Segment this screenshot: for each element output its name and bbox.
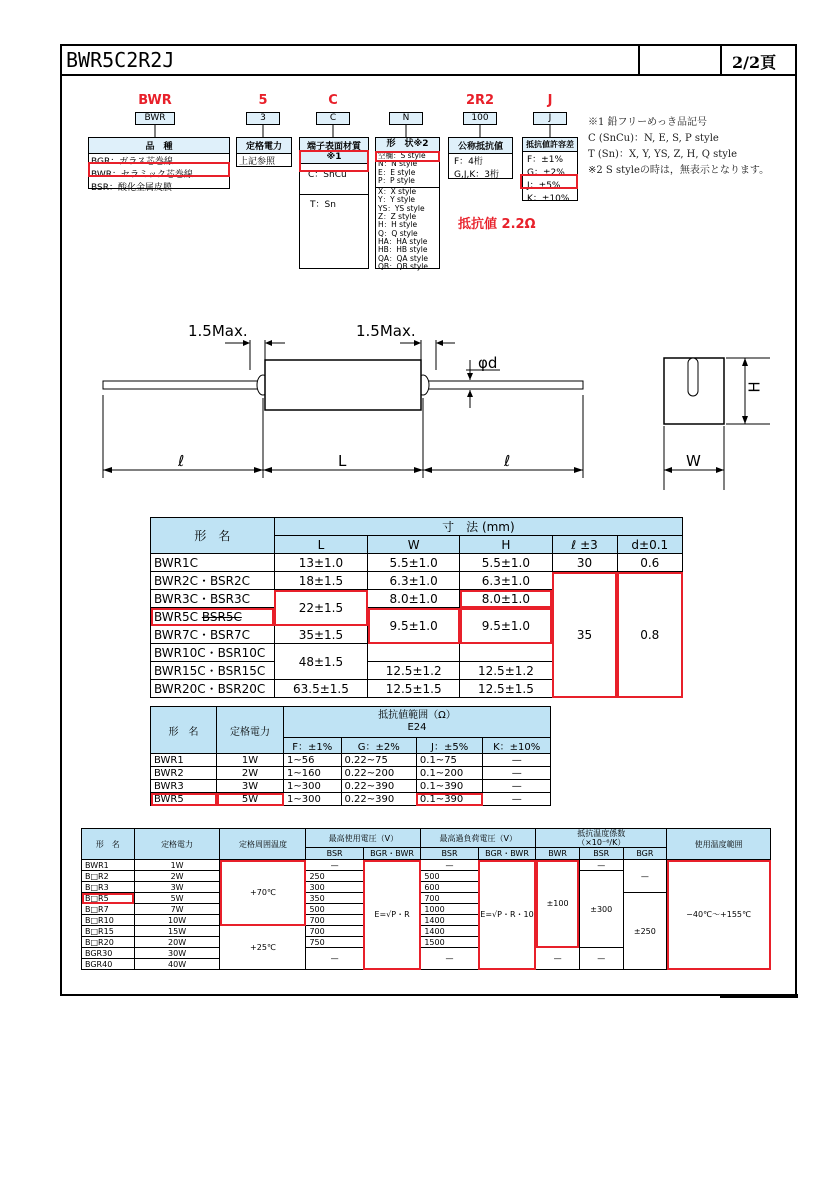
dim-ell-left: ℓ	[178, 452, 185, 470]
cell: 1400	[421, 926, 478, 937]
range-h-power: 定格電力	[217, 707, 284, 754]
code-box-shape: N	[389, 112, 423, 125]
cell: BWR2	[151, 767, 217, 780]
dims-col: W	[368, 536, 460, 554]
cell: 300	[306, 882, 363, 893]
dims-col: ℓ ±3	[552, 536, 617, 554]
rating-sub: BGR	[623, 848, 667, 860]
cell: 63.5±1.5	[274, 680, 367, 698]
rating-sub: BGR・BWR	[478, 848, 536, 860]
cell: 1500	[421, 937, 478, 948]
group-tolerance	[522, 137, 578, 204]
resistor-drawing	[0, 310, 835, 500]
shape-line: X：X style	[378, 187, 417, 197]
cell: 1W	[134, 860, 220, 871]
range-col: G：±2%	[341, 738, 416, 754]
tolerance-line: G：±2%	[527, 168, 565, 178]
cell: 9.5±1.0	[460, 608, 552, 644]
shape-line: HA：HA style	[378, 236, 428, 246]
cell: 12.5±1.2	[460, 662, 552, 680]
type-line: BGR：ガラス芯巻線	[91, 157, 173, 167]
cell: BWR1	[151, 754, 217, 767]
cell: 35±1.5	[274, 626, 367, 644]
dims-h-dims: 寸 法 (mm)	[274, 518, 682, 536]
cell: 0.1~390	[416, 780, 482, 793]
cell: E=√P・R・10	[478, 860, 536, 970]
dim-right-max: 1.5Max.	[356, 322, 416, 340]
table-row	[151, 767, 551, 780]
cell: B□R5	[82, 893, 135, 904]
cell: BWR1C	[151, 554, 275, 572]
tolerance-line: F：±1%	[527, 155, 563, 165]
cell: —	[483, 780, 551, 793]
table-row	[151, 780, 551, 793]
cell: BWR1	[82, 860, 135, 871]
cell: 3W	[217, 780, 284, 793]
group-power-head: 定格電力	[237, 138, 291, 154]
cell: 0.22~390	[341, 780, 416, 793]
code-red-resistance: 2R2	[465, 93, 495, 108]
highlight-snCu	[299, 150, 369, 172]
range-col: K：±10%	[483, 738, 551, 754]
cell: 12.5±1.5	[368, 680, 460, 698]
rating-h: 抵抗温度係数 （×10⁻⁶/K）	[536, 829, 667, 848]
cell: 20W	[134, 937, 220, 948]
rating-sub: BGR・BWR	[363, 848, 421, 860]
cell: 15W	[134, 926, 220, 937]
cell: —	[306, 860, 363, 871]
cell: E=√P・R	[363, 860, 421, 970]
cell: 1000	[421, 904, 478, 915]
shape-line: N：N style	[378, 159, 418, 169]
rating-sub: BSR	[579, 848, 623, 860]
resistance-line: G,J,K：3桁	[454, 170, 499, 180]
range-h-range	[284, 707, 551, 738]
cell: 600	[421, 882, 478, 893]
note-2: C (SnCu)：N, E, S, P style	[588, 133, 719, 144]
rating-sub: BSR	[421, 848, 478, 860]
shape-line: H：H style	[378, 220, 418, 230]
dims-h-name: 形 名	[151, 518, 275, 554]
group-tolerance-head: 抵抗値許容差	[523, 138, 577, 152]
cell: BWR7C・BSR7C	[151, 626, 275, 644]
table-row	[151, 554, 683, 572]
cell: 22±1.5	[274, 590, 367, 626]
rating-sub: BWR	[536, 848, 580, 860]
rating-h: 最高過負荷電圧（V）	[421, 829, 536, 848]
dims-col: H	[460, 536, 552, 554]
cell: BGR30	[82, 948, 135, 959]
cell: 700	[421, 893, 478, 904]
cell: 0.8	[617, 572, 682, 698]
cell: 1~160	[284, 767, 342, 780]
cell: 0.1~200	[416, 767, 482, 780]
range-col: F：±1%	[284, 738, 342, 754]
code-connectors	[0, 0, 835, 150]
cell: B□R15	[82, 926, 135, 937]
range-h-text: 抵抗値範囲（Ω）	[378, 710, 456, 721]
shape-line: Z：Z style	[378, 212, 417, 222]
cell: B□R10	[82, 915, 135, 926]
cell: 5W	[217, 793, 284, 806]
cell: B□R2	[82, 871, 135, 882]
cell: 40W	[134, 959, 220, 970]
cell: 35	[552, 572, 617, 698]
code-red-tolerance: J	[547, 93, 553, 108]
cell: 5W	[134, 893, 220, 904]
cell: 500	[421, 871, 478, 882]
doc-title: BWR5C2R2J	[66, 48, 175, 72]
range-table	[150, 706, 551, 806]
dim-W: W	[686, 452, 701, 470]
cell: ±250	[623, 893, 667, 970]
cell: 0.1~390	[416, 793, 482, 806]
cell: BWR10C・BSR10C	[151, 644, 275, 662]
shape-line: 空欄：S style	[378, 151, 426, 160]
group-terminal-head: 端子表面材質※1	[300, 138, 368, 164]
cell: 1W	[217, 754, 284, 767]
cell: 12.5±1.5	[460, 680, 552, 698]
cell	[460, 644, 552, 662]
cell: —	[421, 860, 478, 871]
cell: —	[623, 860, 667, 893]
cell: 500	[306, 904, 363, 915]
type-line: BWR：セラミック芯巻線	[91, 170, 193, 180]
cell: B□R7	[82, 904, 135, 915]
table-row	[151, 793, 551, 806]
cell: 48±1.5	[274, 644, 367, 680]
tolerance-line: K：±10%	[527, 194, 570, 204]
resistance-note: 抵抗値 2.2Ω	[458, 217, 536, 232]
dim-ell-right: ℓ	[504, 452, 511, 470]
dims-col: L	[274, 536, 367, 554]
dim-H: H	[745, 381, 764, 393]
range-h-e24: E24	[407, 722, 427, 733]
cell: —	[536, 948, 580, 970]
code-box-resistance: 100	[463, 112, 497, 125]
cell: 1~300	[284, 780, 342, 793]
table-row	[82, 860, 771, 871]
cell: 250	[306, 871, 363, 882]
range-col: J：±5%	[416, 738, 482, 754]
code-red-type: BWR	[138, 93, 172, 108]
dim-L: L	[338, 452, 347, 470]
page-number: 2/2頁	[732, 53, 777, 72]
shape-line: QB：QB style	[378, 261, 428, 271]
group-resistance-head: 公称抵抗値	[449, 138, 512, 154]
cell: 13±1.0	[274, 554, 367, 572]
code-red-power: 5	[258, 93, 268, 108]
highlight-s-style	[375, 151, 440, 162]
shape-line: QA：QA style	[378, 253, 428, 263]
rating-h: 最高使用電圧（V）	[306, 829, 421, 848]
highlight-bwr	[88, 162, 230, 177]
rating-sub: BSR	[306, 848, 363, 860]
cell: 0.22~390	[341, 793, 416, 806]
tolerance-line: J：±5%	[527, 181, 561, 191]
cell: +70℃	[220, 860, 306, 926]
cell: 0.22~75	[341, 754, 416, 767]
shape-line: YS：YS style	[378, 203, 425, 213]
terminal-line: C：SnCu	[308, 170, 347, 180]
footer-rule	[720, 994, 798, 998]
row-name: BWR5C	[154, 609, 199, 624]
code-box-power: 3	[246, 112, 280, 125]
cell: 18±1.5	[274, 572, 367, 590]
code-box-tolerance: J	[533, 112, 567, 125]
cell: 0.22~200	[341, 767, 416, 780]
cell: BWR20C・BSR20C	[151, 680, 275, 698]
cell: 0.6	[617, 554, 682, 572]
cell: 9.5±1.0	[368, 608, 460, 644]
cell: BWR15C・BSR15C	[151, 662, 275, 680]
cell: 10W	[134, 915, 220, 926]
rating-h: 使用温度範囲	[667, 829, 771, 860]
cell: 30	[552, 554, 617, 572]
cell: ±100	[536, 860, 580, 948]
cell: 750	[306, 937, 363, 948]
cell: BWR5	[151, 793, 217, 806]
cell: 12.5±1.2	[368, 662, 460, 680]
cell: —	[421, 948, 478, 970]
cell: 5.5±1.0	[368, 554, 460, 572]
shape-line: HB：HB style	[378, 245, 428, 255]
cell: BWR2C・BSR2C	[151, 572, 275, 590]
cell	[368, 644, 460, 662]
dim-phid: φd	[478, 354, 498, 372]
cell: 1~300	[284, 793, 342, 806]
note-3: T (Sn)：X, Y, YS, Z, H, Q style	[588, 149, 738, 160]
cell: −40℃～+155℃	[667, 860, 771, 970]
shape-line: P：P style	[378, 175, 415, 185]
cell: —	[579, 860, 623, 871]
cell: —	[483, 754, 551, 767]
cell: BWR3	[151, 780, 217, 793]
rating-h: 定格電力	[134, 829, 220, 860]
rating-table	[81, 828, 771, 970]
rating-h: 形 名	[82, 829, 135, 860]
struck-name: BSR5C	[201, 609, 242, 624]
group-type-head: 品 種	[89, 138, 229, 154]
code-box-terminal: C	[316, 112, 350, 125]
cell: BWR3C・BSR3C	[151, 590, 275, 608]
type-line: BSR：酸化金属皮膜	[91, 183, 172, 193]
resistance-line: F：4桁	[454, 157, 483, 167]
cell: 8.0±1.0	[460, 590, 552, 608]
table-row	[151, 754, 551, 767]
cell: 6.3±1.0	[460, 572, 552, 590]
cell: B□R20	[82, 937, 135, 948]
table-row	[151, 572, 683, 590]
cell: —	[483, 767, 551, 780]
range-h-name: 形 名	[151, 707, 217, 754]
note-4: ※2 S styleの時は，無表示となります。	[588, 165, 770, 176]
group-shape-head: 形 状※2	[376, 138, 439, 152]
code-box-type: BWR	[135, 112, 175, 125]
shape-line: Q：Q style	[378, 228, 418, 238]
note-1: ※1 鉛フリーめっき品記号	[588, 117, 708, 128]
cell: 6.3±1.0	[368, 572, 460, 590]
group-resistance	[448, 137, 513, 179]
terminal-line: T：Sn	[310, 200, 336, 210]
cell	[151, 608, 275, 626]
power-line: 上記参照	[239, 157, 276, 167]
cell: 0.1~75	[416, 754, 482, 767]
cell: 1400	[421, 915, 478, 926]
dims-table	[150, 517, 683, 698]
highlight-j	[520, 174, 578, 189]
dims-col: d±0.1	[617, 536, 682, 554]
cell: B□R3	[82, 882, 135, 893]
cell: 3W	[134, 882, 220, 893]
cell: —	[306, 948, 363, 970]
group-power	[236, 137, 292, 167]
cell: 700	[306, 926, 363, 937]
cell: 8.0±1.0	[368, 590, 460, 608]
cell: 700	[306, 915, 363, 926]
cell: —	[579, 948, 623, 970]
cell: 2W	[134, 871, 220, 882]
cell: BGR40	[82, 959, 135, 970]
cell: —	[483, 793, 551, 806]
dim-left-max: 1.5Max.	[188, 322, 248, 340]
cell: 1~56	[284, 754, 342, 767]
cell: 2W	[217, 767, 284, 780]
cell: ±300	[579, 871, 623, 948]
shape-line: E：E style	[378, 167, 416, 177]
cell: 7W	[134, 904, 220, 915]
shape-line: Y：Y style	[378, 195, 416, 205]
rating-h: 定格周囲温度	[220, 829, 306, 860]
code-red-terminal: C	[328, 93, 338, 108]
cell: 350	[306, 893, 363, 904]
cell: +25℃	[220, 926, 306, 970]
cell: 30W	[134, 948, 220, 959]
cell: 5.5±1.0	[460, 554, 552, 572]
